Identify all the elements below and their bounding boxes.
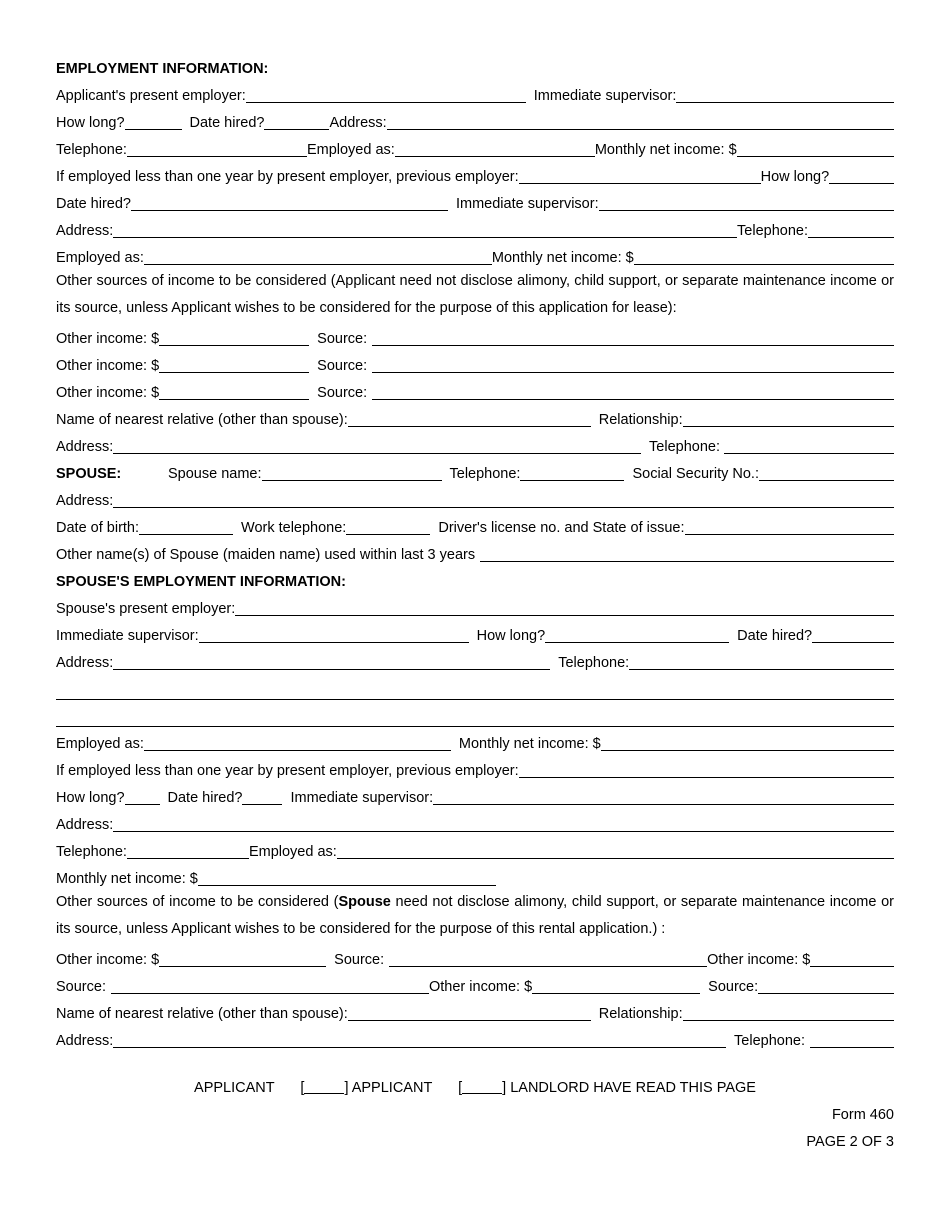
spouse-other-sources-pre: Other sources of income to be considered (: [56, 894, 339, 910]
spouse-emp-telephone-label: Telephone:: [558, 655, 630, 671]
prev-address-row: [56, 214, 894, 241]
spouse-employment-heading: SPOUSE'S EMPLOYMENT INFORMATION:: [56, 574, 346, 590]
telephone-row: [56, 133, 894, 160]
source-field[interactable]: [372, 355, 894, 373]
relationship-field[interactable]: [683, 409, 894, 427]
spouse-prev-supervisor-label: Immediate supervisor:: [290, 790, 434, 806]
footer-landlord-label: LANDLORD HAVE READ THIS PAGE: [510, 1080, 756, 1096]
spouse-relative-label: Name of nearest relative (other than spouse):: [56, 1006, 348, 1022]
date-hired-field[interactable]: [264, 112, 329, 130]
spouse-date-hired-label: Date hired?: [737, 628, 813, 644]
prev-monthly-income-label: Monthly net income: $: [491, 250, 634, 266]
relative-address-field[interactable]: [113, 436, 641, 454]
spouse-date-hired-field[interactable]: [812, 625, 894, 643]
other-income-row-2: [56, 349, 894, 376]
prev-date-hired-label: Date hired?: [56, 196, 131, 212]
source-field[interactable]: [372, 328, 894, 346]
spouse-how-long-label: How long?: [476, 628, 546, 644]
page-number: PAGE 2 OF 3: [806, 1134, 894, 1150]
telephone-label: Telephone:: [56, 142, 127, 158]
present-employer-row: [56, 79, 894, 106]
spouse-relative-field[interactable]: [348, 1003, 591, 1021]
box-close: ]: [344, 1080, 349, 1096]
relative-address-label: Address:: [56, 439, 114, 455]
spouse-supervisor-field[interactable]: [199, 625, 469, 643]
source-field[interactable]: [372, 382, 894, 400]
initials-row: [56, 1075, 894, 1102]
relative-label: Name of nearest relative (other than spouse):: [56, 412, 348, 428]
spouse-license-label: Driver's license no. and State of issue:: [438, 520, 685, 536]
how-long-row: [56, 106, 894, 133]
box-close: ]: [502, 1080, 507, 1096]
spouse-relationship-label: Relationship:: [598, 1006, 683, 1022]
prev-employed-as-label: Employed as:: [56, 250, 144, 266]
employed-as-field[interactable]: [395, 139, 595, 157]
other-income-field[interactable]: [159, 328, 309, 346]
spouse-emp-address-label: Address:: [56, 655, 114, 671]
spouse-source-label: Source:: [334, 952, 385, 968]
spouse-monthly-income-field[interactable]: [601, 733, 894, 751]
spouse-relative-row: [56, 997, 894, 1024]
other-income-row-1: [56, 322, 894, 349]
spouse-prev-telephone-field[interactable]: [127, 841, 249, 859]
spouse-address-emp-row: [56, 646, 894, 673]
spouse-prev-address-label: Address:: [56, 817, 114, 833]
spouse-other-income-row-1: [56, 943, 894, 970]
spouse-other-income-label: Other income: $: [428, 979, 533, 995]
spouse-source-field[interactable]: [758, 976, 894, 994]
spouse-other-sources-bold: Spouse: [338, 894, 391, 910]
spouse-employed-as-field[interactable]: [144, 733, 451, 751]
spouse-other-income-field[interactable]: [159, 949, 326, 967]
spouse-prev-supervisor-field[interactable]: [433, 787, 894, 805]
spouse-other-income-label: Other income: $: [56, 952, 160, 968]
date-hired-label: Date hired?: [189, 115, 265, 131]
spouse-employment-heading-row: [56, 565, 894, 592]
relative-row: [56, 403, 894, 430]
spouse-monthly-income-label: Monthly net income: $: [458, 736, 601, 752]
spouse-other-names-row: [56, 538, 894, 565]
form-number: Form 460: [831, 1107, 894, 1123]
spouse-prev-date-hired-label: Date hired?: [167, 790, 243, 806]
previous-employer-label: If employed less than one year by present employer, previous employer:: [56, 169, 519, 185]
spouse-dob-row: [56, 511, 894, 538]
spouse-prev-how-long-label: How long?: [56, 790, 125, 806]
spouse-employed-as-label: Employed as:: [56, 736, 144, 752]
spouse-relative-telephone-field[interactable]: [810, 1030, 894, 1048]
spouse-address-row: [56, 484, 894, 511]
spouse-license-field[interactable]: [685, 517, 894, 535]
spouse-work-telephone-label: Work telephone:: [241, 520, 347, 536]
spouse-relative-address-row: [56, 1024, 894, 1051]
spouse-prev-date-hired-field[interactable]: [242, 787, 282, 805]
spouse-employer-field[interactable]: [235, 598, 894, 616]
prev-employed-as-row: [56, 241, 894, 268]
prev-telephone-label: Telephone:: [737, 223, 808, 239]
spouse-supervisor-row: [56, 619, 894, 646]
spouse-other-names-field[interactable]: [480, 544, 894, 562]
previous-employer-row: [56, 160, 894, 187]
spouse-heading: SPOUSE:: [56, 466, 122, 482]
other-sources-text: Other sources of income to be considered (Applicant need not disclose alimony, child support, or separate maintenance income or its source, unless Applicant wishes to be considered for the purpose of this application for lease):: [56, 273, 894, 316]
monthly-income-label: Monthly net income: $: [594, 142, 737, 158]
source-label: Source:: [317, 331, 368, 347]
employed-as-label: Employed as:: [306, 142, 395, 158]
prev-supervisor-field[interactable]: [599, 193, 894, 211]
address-label: Address:: [329, 115, 387, 131]
source-label: Source:: [317, 385, 368, 401]
present-employer-field[interactable]: [246, 85, 526, 103]
relationship-label: Relationship:: [598, 412, 683, 428]
prev-employed-as-field[interactable]: [144, 247, 492, 265]
spouse-previous-employer-row: [56, 754, 894, 781]
form-page: [56, 52, 894, 1156]
other-income-label: Other income: $: [56, 358, 160, 374]
immediate-supervisor-field[interactable]: [676, 85, 894, 103]
present-employer-label: Applicant's present employer:: [56, 88, 246, 104]
how-long-field[interactable]: [125, 112, 182, 130]
spouse-name-field[interactable]: [262, 463, 442, 481]
other-income-row-3: [56, 376, 894, 403]
spouse-other-income-field[interactable]: [532, 976, 700, 994]
spouse-prev-address-row: [56, 808, 894, 835]
spouse-other-names-label: Other name(s) of Spouse (maiden name) used within last 3 years: [56, 547, 476, 563]
spouse-employer-label: Spouse's present employer:: [56, 601, 236, 617]
spouse-how-long-field[interactable]: [545, 625, 729, 643]
spouse-address-field[interactable]: [113, 490, 894, 508]
blank-line-1[interactable]: [56, 673, 894, 700]
spouse-dob-field[interactable]: [139, 517, 233, 535]
spouse-ssn-label: Social Security No.:: [632, 466, 759, 482]
spouse-ssn-field[interactable]: [759, 463, 894, 481]
spouse-relative-address-label: Address:: [56, 1033, 114, 1049]
spouse-relative-telephone-label: Telephone:: [734, 1033, 805, 1049]
spouse-prev-monthly-income-field[interactable]: [198, 868, 496, 886]
spouse-previous-employer-field[interactable]: [519, 760, 894, 778]
box-open: [: [300, 1080, 305, 1096]
prev-telephone-field[interactable]: [808, 220, 894, 238]
other-income-label: Other income: $: [56, 331, 160, 347]
spouse-other-income-row-2: [56, 970, 894, 997]
prev-supervisor-label: Immediate supervisor:: [455, 196, 599, 212]
spouse-work-telephone-field[interactable]: [346, 517, 430, 535]
spouse-row: [56, 457, 894, 484]
spouse-relative-address-field[interactable]: [113, 1030, 726, 1048]
blank-line-2[interactable]: [56, 700, 894, 727]
prev-address-label: Address:: [56, 223, 114, 239]
footer-applicant-box-label: APPLICANT: [351, 1080, 433, 1096]
initials-box-landlord[interactable]: [458, 1080, 506, 1096]
box-open: [: [458, 1080, 463, 1096]
prev-monthly-income-field[interactable]: [634, 247, 894, 265]
spouse-prev-how-long-field[interactable]: [125, 787, 160, 805]
spouse-name-label: Spouse name:: [168, 466, 262, 482]
spouse-prev-monthly-income-label: Monthly net income: $: [56, 871, 198, 887]
spouse-dob-label: Date of birth:: [56, 520, 140, 536]
relative-address-row: [56, 430, 894, 457]
spouse-source-label: Source:: [56, 979, 106, 995]
spouse-emp-telephone-field[interactable]: [629, 652, 894, 670]
relative-telephone-field[interactable]: [724, 436, 894, 454]
spouse-relationship-field[interactable]: [683, 1003, 894, 1021]
spouse-other-income-field[interactable]: [810, 949, 894, 967]
immediate-supervisor-label: Immediate supervisor:: [533, 88, 677, 104]
spouse-prev-employed-as-field[interactable]: [337, 841, 894, 859]
other-income-label: Other income: $: [56, 385, 160, 401]
spouse-other-sources-post: need not disclose alimony, child support, or separate maintenance income or its source, unless Applicant wishes to be considered for the purpose of this rental application.) :: [56, 894, 894, 937]
employment-heading-row: [56, 52, 894, 79]
spouse-source-field[interactable]: [389, 949, 707, 967]
relative-telephone-label: Telephone:: [649, 439, 720, 455]
spouse-telephone-field[interactable]: [520, 463, 624, 481]
prev-how-long-label: How long?: [760, 169, 830, 185]
spouse-employed-as-row: [56, 727, 894, 754]
telephone-field[interactable]: [127, 139, 307, 157]
spouse-previous-employer-label: If employed less than one year by present employer, previous employer:: [56, 763, 519, 779]
other-income-field[interactable]: [159, 382, 309, 400]
initials-box-applicant[interactable]: [300, 1080, 348, 1096]
spouse-source-label: Source:: [708, 979, 759, 995]
relative-field[interactable]: [348, 409, 591, 427]
spouse-prev-monthly-income-row: [56, 862, 894, 889]
previous-employer-field[interactable]: [519, 166, 761, 184]
prev-how-long-field[interactable]: [829, 166, 894, 184]
footer-applicant-label: APPLICANT: [194, 1080, 275, 1096]
spouse-address-label: Address:: [56, 493, 114, 509]
how-long-label: How long?: [56, 115, 125, 131]
spouse-emp-address-field[interactable]: [113, 652, 550, 670]
source-label: Source:: [317, 358, 368, 374]
prev-address-field[interactable]: [113, 220, 737, 238]
spouse-other-income-label: Other income: $: [707, 952, 811, 968]
monthly-income-field[interactable]: [737, 139, 894, 157]
spouse-prev-telephone-row: [56, 835, 894, 862]
spouse-telephone-label: Telephone:: [449, 466, 521, 482]
spouse-other-sources-text: [56, 889, 894, 943]
spouse-employer-row: [56, 592, 894, 619]
employment-heading: EMPLOYMENT INFORMATION:: [56, 61, 269, 77]
other-income-field[interactable]: [159, 355, 309, 373]
spouse-supervisor-label: Immediate supervisor:: [56, 628, 199, 644]
spouse-prev-employed-as-label: Employed as:: [248, 844, 337, 860]
spouse-prev-address-field[interactable]: [113, 814, 894, 832]
spouse-source-field[interactable]: [111, 976, 429, 994]
spouse-prev-telephone-label: Telephone:: [56, 844, 127, 860]
prev-date-hired-field[interactable]: [131, 193, 448, 211]
address-field[interactable]: [387, 112, 894, 130]
spouse-prev-how-long-row: [56, 781, 894, 808]
prev-date-hired-row: [56, 187, 894, 214]
